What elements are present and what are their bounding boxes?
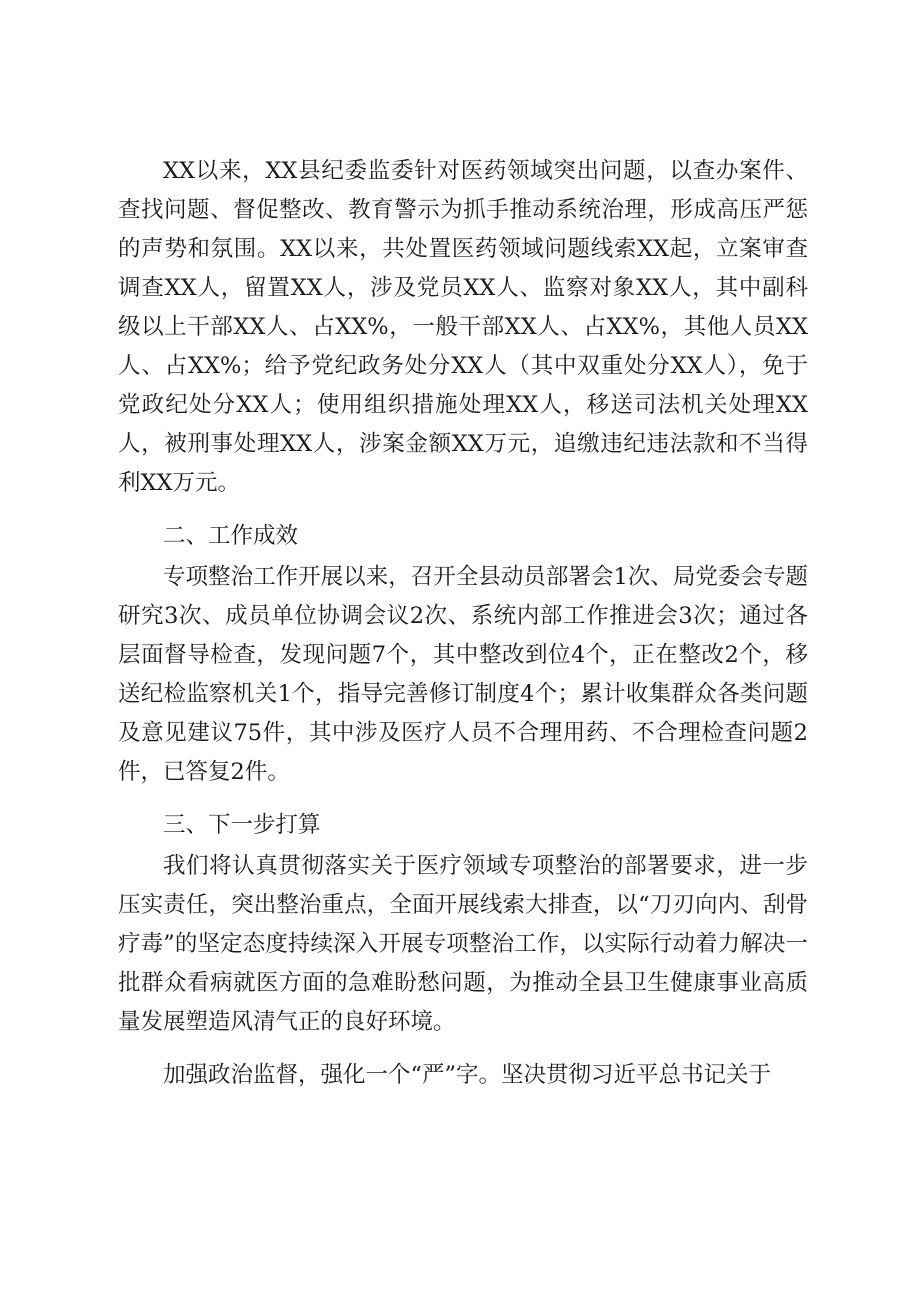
heading-work-results: 二、工作成效 [163, 523, 299, 549]
paragraph-work-results: 专项整治工作开展以来，召开全县动员部署会1次、局党委会专题研究3次、成员单位协调会议2次、系统内部工作推进会3次；通过各层面督导检查，发现问题7个，其中整改到位4个，正在整改2个，移送纪检监察机关1个，指导完善修订制度4个；累计收集群众各类问题及意见建议75件，其中涉及医疗人员不合理用药、不合理检查问题2件，已答复2件。 [118, 564, 808, 785]
paragraph-next-steps: 我们将认真贯彻落实关于医疗领域专项整治的部署要求，进一步压实责任，突出整治重点，全面开展线索大排查，以“刀刃向内、刮骨疗毒”的坚定态度持续深入开展专项整治工作，以实际行动着力解决一批群众看病就医方面的急难盼愁问题，为推动全县卫生健康事业高质量发展塑造风清气正的良好环境。 [118, 853, 808, 1035]
document-body [118, 152, 808, 1095]
paragraph-case-handling: XX以来，XX县纪委监委针对医药领域突出问题，以查办案件、查找问题、督促整改、教育警示为抓手推动系统治理，形成高压严惩的声势和氛围。XX以来，共处置医药领域问题线索XX起，立案审查调查XX人，留置XX人，涉及党员XX人、监察对象XX人，其中副科级以上干部XX人、占XX%，一般干部XX人、占XX%，其他人员XX人、占XX%；给予党纪政务处分XX人（其中双重处分XX人），免于党政纪处分XX人；使用组织措施处理XX人，移送司法机关处理XX人，被刑事处理XX人，涉案金额XX万元，追缴违纪违法款和不当得利XX万元。 [118, 158, 808, 496]
paragraph-political-supervision: 加强政治监督，强化一个“严”字。坚决贯彻习近平总书记关于 [163, 1062, 772, 1088]
heading-next-steps: 三、下一步打算 [163, 812, 321, 838]
